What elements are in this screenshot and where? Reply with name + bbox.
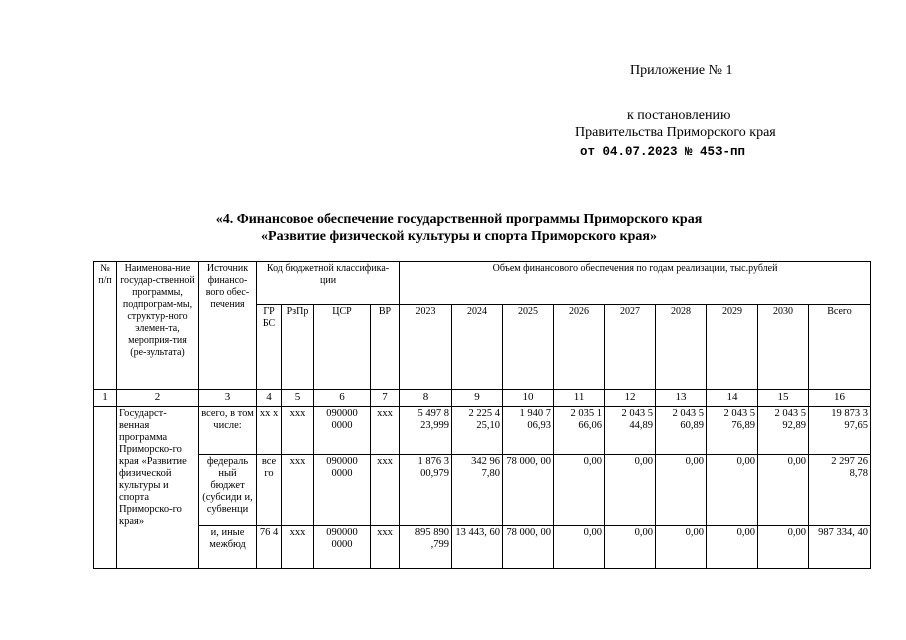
header-source: Источник финансо-вого обес-печения bbox=[199, 262, 257, 390]
header-year: 2028 bbox=[656, 305, 707, 390]
header-budget-code: Код бюджетной классифика-ции bbox=[257, 262, 400, 305]
value-cell: 0,00 bbox=[707, 526, 758, 569]
source-cell: и, иные межбюд bbox=[199, 526, 257, 569]
value-cell: 342 96 7,80 bbox=[452, 455, 503, 526]
value-cell: 0,00 bbox=[605, 526, 656, 569]
document-title-line-2: «Развитие физической культуры и спорта Приморского края» bbox=[261, 229, 657, 244]
value-cell: 0,00 bbox=[758, 455, 809, 526]
rzpr-cell: ххх bbox=[282, 455, 314, 526]
value-cell: 2 225 4 25,10 bbox=[452, 407, 503, 455]
column-number: 8 bbox=[400, 390, 452, 407]
column-number: 4 bbox=[257, 390, 282, 407]
column-number: 11 bbox=[554, 390, 605, 407]
source-cell: федераль ный бюджет (субсиди и, субвенци bbox=[199, 455, 257, 526]
header-year: 2024 bbox=[452, 305, 503, 390]
value-cell: 987 334, 40 bbox=[809, 526, 871, 569]
value-cell: 2 043 5 92,89 bbox=[758, 407, 809, 455]
appendix-label: Приложение № 1 bbox=[630, 63, 733, 78]
column-number: 14 bbox=[707, 390, 758, 407]
column-number: 1 bbox=[94, 390, 117, 407]
header-year: 2026 bbox=[554, 305, 605, 390]
program-name-cell: Государст-венная программа Приморско-го края «Развитие физической культуры и спорта Приморско-го края» bbox=[117, 407, 199, 569]
column-number: 12 bbox=[605, 390, 656, 407]
csr-cell: 090000 0000 bbox=[314, 526, 371, 569]
financing-table bbox=[93, 261, 871, 569]
column-number: 13 bbox=[656, 390, 707, 407]
header-year: 2027 bbox=[605, 305, 656, 390]
value-cell: 78 000, 00 bbox=[503, 455, 554, 526]
grbs-cell: 76 4 bbox=[257, 526, 282, 569]
header-total: Всего bbox=[809, 305, 871, 390]
value-cell: 895 890 ,799 bbox=[400, 526, 452, 569]
value-cell: 1 940 7 06,93 bbox=[503, 407, 554, 455]
value-cell: 0,00 bbox=[707, 455, 758, 526]
value-cell: 0,00 bbox=[758, 526, 809, 569]
value-cell: 2 035 1 66,06 bbox=[554, 407, 605, 455]
value-cell: 2 043 5 60,89 bbox=[656, 407, 707, 455]
value-cell: 0,00 bbox=[656, 526, 707, 569]
value-cell: 13 443, 60 bbox=[452, 526, 503, 569]
vr-cell: ххх bbox=[371, 407, 400, 455]
value-cell: 2 043 5 44,89 bbox=[605, 407, 656, 455]
resolution-label: к постановлению bbox=[627, 108, 731, 123]
header-year: 2029 bbox=[707, 305, 758, 390]
header-csr: ЦСР bbox=[314, 305, 371, 390]
column-number: 2 bbox=[117, 390, 199, 407]
csr-cell: 090000 0000 bbox=[314, 455, 371, 526]
header-grbs: ГР БС bbox=[257, 305, 282, 390]
value-cell: 78 000, 00 bbox=[503, 526, 554, 569]
rzpr-cell: ххх bbox=[282, 526, 314, 569]
column-number: 5 bbox=[282, 390, 314, 407]
value-cell: 2 043 5 76,89 bbox=[707, 407, 758, 455]
government-label: Правительства Приморского края bbox=[575, 125, 776, 140]
value-cell: 0,00 bbox=[605, 455, 656, 526]
column-number: 3 bbox=[199, 390, 257, 407]
value-cell: 5 497 8 23,999 bbox=[400, 407, 452, 455]
column-number: 9 bbox=[452, 390, 503, 407]
header-year: 2023 bbox=[400, 305, 452, 390]
resolution-date-number: от 04.07.2023 № 453-пп bbox=[580, 145, 746, 159]
value-cell: 2 297 26 8,78 bbox=[809, 455, 871, 526]
column-number: 15 bbox=[758, 390, 809, 407]
grbs-cell: хх х bbox=[257, 407, 282, 455]
header-rzpr: РзПр bbox=[282, 305, 314, 390]
column-number: 16 bbox=[809, 390, 871, 407]
source-cell: всего, в том числе: bbox=[199, 407, 257, 455]
header-name: Наименова-ние государ-ственной программы, подпрограм-мы, структур-ного элемен-та, мероприя-тия (ре-зультата) bbox=[117, 262, 199, 390]
document-title-line-1: «4. Финансовое обеспечение государственной программы Приморского края bbox=[215, 212, 703, 227]
value-cell: 0,00 bbox=[656, 455, 707, 526]
column-number: 10 bbox=[503, 390, 554, 407]
header-year: 2025 bbox=[503, 305, 554, 390]
column-number: 6 bbox=[314, 390, 371, 407]
vr-cell: ххх bbox=[371, 526, 400, 569]
row-number-cell bbox=[94, 407, 117, 569]
column-number: 7 bbox=[371, 390, 400, 407]
header-year: 2030 bbox=[758, 305, 809, 390]
header-financing-volume: Объем финансового обеспечения по годам реализации, тыс.рублей bbox=[400, 262, 871, 305]
value-cell: 0,00 bbox=[554, 526, 605, 569]
header-num: № п/п bbox=[94, 262, 117, 390]
header-vr: ВР bbox=[371, 305, 400, 390]
grbs-cell: все го bbox=[257, 455, 282, 526]
value-cell: 1 876 3 00,979 bbox=[400, 455, 452, 526]
rzpr-cell: ххх bbox=[282, 407, 314, 455]
csr-cell: 090000 0000 bbox=[314, 407, 371, 455]
value-cell: 0,00 bbox=[554, 455, 605, 526]
value-cell: 19 873 3 97,65 bbox=[809, 407, 871, 455]
vr-cell: ххх bbox=[371, 455, 400, 526]
